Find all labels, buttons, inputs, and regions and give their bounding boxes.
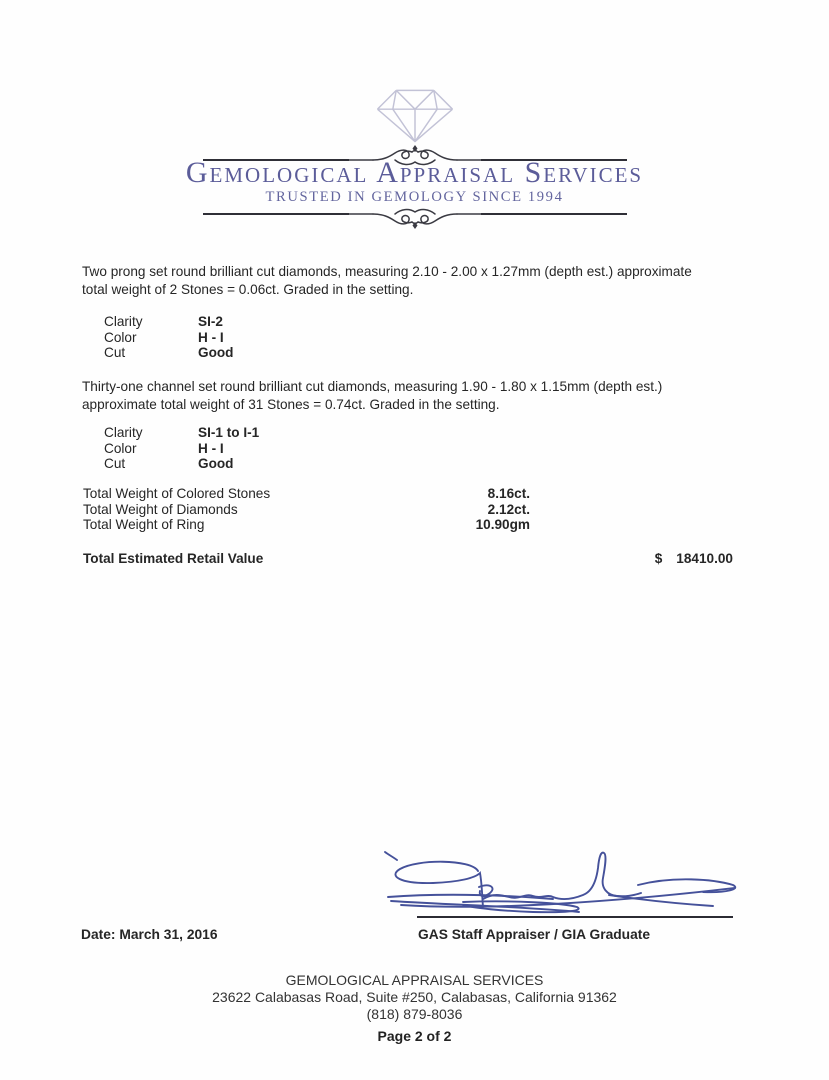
scroll-flourish-icon: [349, 200, 481, 230]
grade-value: SI-1 to I-1: [198, 425, 260, 440]
signature-line: [417, 916, 733, 918]
totals-row: [83, 517, 530, 533]
grade-row: [104, 314, 234, 330]
company-tagline: TRUSTED IN GEMOLOGY SINCE 1994: [265, 189, 564, 205]
total-value: 10.90gm: [475, 517, 530, 532]
retail-label: Total Estimated Retail Value: [83, 551, 264, 566]
currency-symbol: $: [654, 551, 663, 566]
grade-value: H - I: [198, 329, 224, 345]
rule-line-right: [481, 213, 627, 215]
company-title: Gemological Appraisal Services: [185, 156, 644, 189]
item-description-line: total weight of 2 Stones = 0.06ct. Graded in the setting.: [82, 281, 414, 297]
item-description: [82, 378, 662, 413]
grade-label: Cut: [104, 456, 126, 471]
spacer: [263, 551, 654, 566]
footer-company: GEMOLOGICAL APPRAISAL SERVICES: [285, 972, 544, 988]
retail-value-row: [83, 551, 733, 566]
item-description-line: approximate total weight of 31 Stones = 0.74ct. Graded in the setting.: [82, 396, 500, 412]
totals-table: [83, 486, 530, 533]
footer-phone: (818) 879-8036: [366, 1006, 463, 1023]
total-value: 8.16ct.: [487, 486, 530, 501]
grade-row: [104, 456, 259, 472]
rule-line-left: [203, 213, 349, 215]
grade-row: [104, 441, 259, 457]
grade-label: Color: [104, 329, 137, 345]
header-rule-bottom: [0, 200, 829, 230]
page-number: Page 2 of 2: [377, 1027, 452, 1044]
grade-table: [104, 425, 259, 472]
totals-row: [83, 486, 530, 502]
retail-amount: 18410.00: [676, 551, 733, 566]
grade-label: Cut: [104, 345, 126, 360]
item-description: [82, 263, 692, 298]
item-description-line: Two prong set round brilliant cut diamonds, measuring 2.10 - 2.00 x 1.27mm (depth est.) approximate: [82, 264, 692, 279]
footer-address: 23622 Calabasas Road, Suite #250, Calabasas, California 91362: [212, 989, 617, 1006]
grade-table: [104, 314, 234, 361]
totals-row: [83, 502, 530, 518]
appraiser-title: GAS Staff Appraiser / GIA Graduate: [418, 927, 651, 942]
grade-value: H - I: [198, 440, 224, 456]
grade-row: [104, 425, 259, 441]
grade-value: SI-2: [198, 314, 223, 329]
total-label: Total Weight of Colored Stones: [83, 486, 271, 501]
grade-row: [104, 345, 234, 361]
total-value: 2.12ct.: [487, 501, 530, 517]
footer: [0, 972, 829, 1045]
item-description-line: Thirty-one channel set round brilliant cut diamonds, measuring 1.90 - 1.80 x 1.15mm (depth est.): [82, 379, 663, 394]
brand-diamond-wrapper: [0, 87, 829, 150]
grade-value: Good: [198, 456, 234, 471]
grade-row: [104, 330, 234, 346]
signature-scribble: [383, 843, 755, 921]
total-label: Total Weight of Ring: [83, 517, 205, 532]
date-label: Date: March 31, 2016: [81, 927, 218, 942]
total-label: Total Weight of Diamonds: [83, 501, 238, 517]
diamond-icon: [372, 87, 458, 145]
grade-label: Clarity: [104, 425, 143, 440]
grade-label: Color: [104, 440, 137, 456]
grade-label: Clarity: [104, 314, 143, 329]
grade-value: Good: [198, 345, 234, 360]
